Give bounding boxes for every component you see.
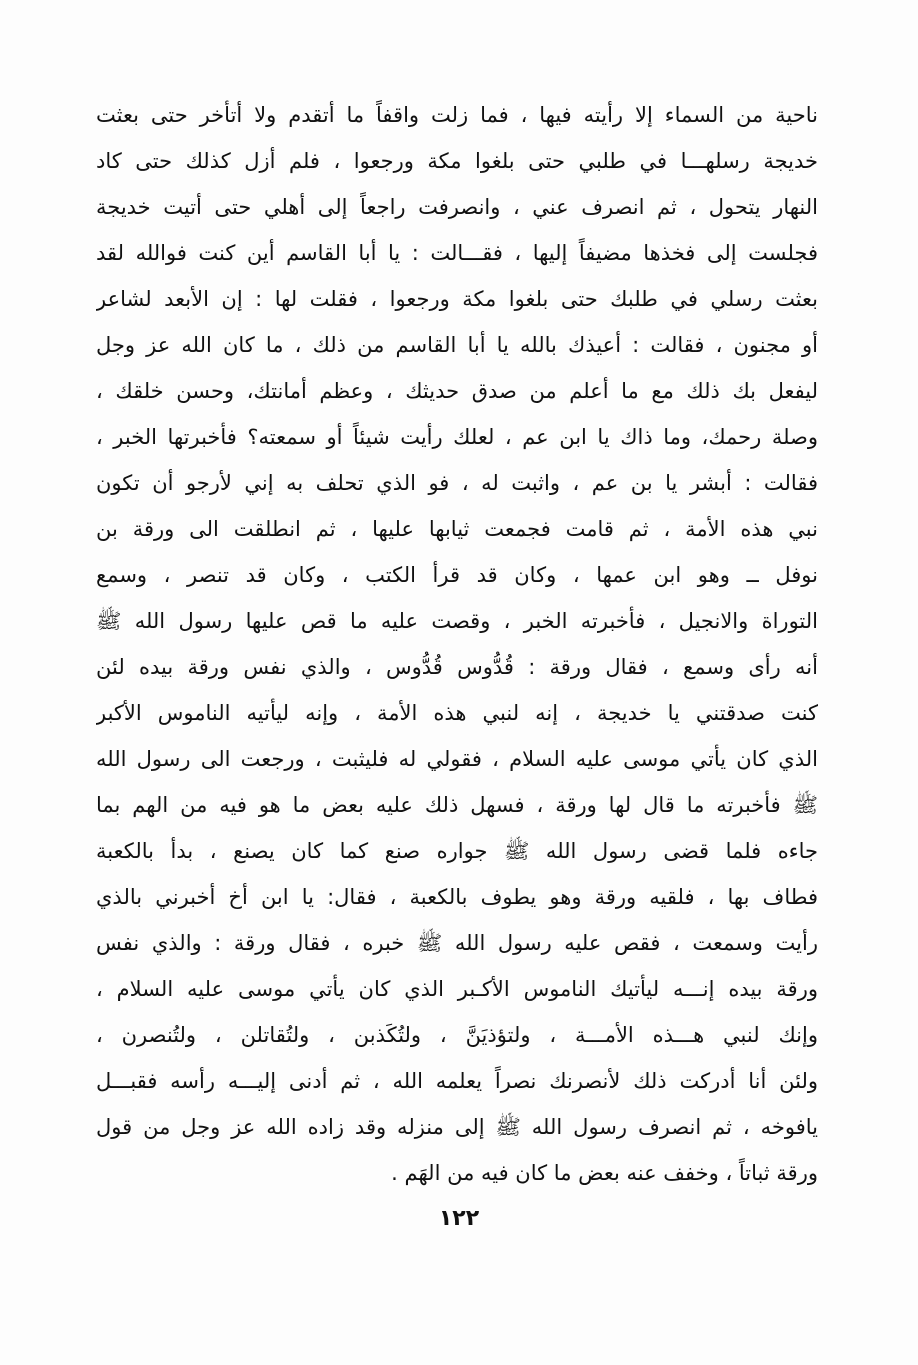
text-line: جاءه فلما قضى رسول الله ﷺ جواره صنع كما كان يصنع ، بدأ بالكعبة (96, 839, 818, 863)
text-line: ليفعل بك ذلك مع ما أعلم من صدق حديثك ، وعظم أمانتك، وحسن خلقك ، (96, 379, 818, 403)
text-line: الذي كان يأتي موسى عليه السلام ، فقولي له فليثبت ، ورجعت الى رسول الله (96, 747, 818, 771)
text-line: فقالت : أبشر يا بن عم ، واثبت له ، فو الذي تحلف به إني لأرجو أن تكون (96, 471, 818, 495)
text-line-last: ورقة ثباتاً ، وخفف عنه بعض ما كان فيه من الهَم . (391, 1161, 818, 1185)
text-line: أنه رأى وسمع ، فقال ورقة : قُدُّوس قُدُّوس ، والذي نفس ورقة بيده لئن (96, 655, 818, 679)
text-line: نبي هذه الأمة ، ثم قامت فجمعت ثيابها عليها ، ثم انطلقت الى ورقة بن (96, 517, 818, 541)
page-number: ١٢٢ (438, 1206, 480, 1231)
text-line: ناحية من السماء إلا رأيته فيها ، فما زلت واقفاً ما أتقدم ولا أتأخر حتى بعثت (96, 103, 818, 127)
text-line: نوفل ــ وهو ابن عمها ، وكان قد قرأ الكتب ، وكان قد تنصر ، وسمع (96, 563, 818, 587)
text-line: بعثت رسلي في طلبك حتى بلغوا مكة ورجعوا ، فقلت لها : إن الأبعد لشاعر (96, 287, 818, 311)
text-line: فطاف بها ، فلقيه ورقة وهو يطوف بالكعبة ، فقال: يا ابن أخ أخبرني بالذي (96, 885, 818, 909)
text-line: رأيت وسمعت ، فقص عليه رسول الله ﷺ خبره ، فقال ورقة : والذي نفس (96, 931, 818, 955)
text-line: ولئن أنا أدركت ذلك لأنصرنك نصراً يعلمه الله ، ثم أدنى إليـــه رأسه فقبـــل (96, 1069, 818, 1093)
text-line: كنت صدقتني يا خديجة ، إنه لنبي هذه الأمة ، وإنه ليأتيه الناموس الأكبر (96, 701, 818, 725)
body-text (96, 92, 818, 1196)
text-line: ﷺ فأخبرته ما قال لها ورقة ، فسهل ذلك عليه بعض ما هو فيه من الهم بما (96, 793, 818, 817)
text-line: فجلست إلى فخذها مضيفاً إليها ، فقـــالت : يا أبا القاسم أين كنت فوالله لقد (96, 241, 818, 265)
text-line: وإنك لنبي هـــذه الأمـــة ، ولتؤذيَنَّ ، ولتُكَذبن ، ولتُقاتلن ، ولتُنصرن ، (96, 1023, 818, 1047)
text-line: النهار يتحول ، ثم انصرف عني ، وانصرفت راجعاً إلى أهلي حتى أتيت خديجة (96, 195, 818, 219)
text-line: يافوخه ، ثم انصرف رسول الله ﷺ إلى منزله وقد زاده الله عز وجل من قول (96, 1115, 818, 1139)
text-line: خديجة رسلهـــا في طلبي حتى بلغوا مكة ورجعوا ، فلم أزل كذلك حتى كاد (96, 149, 818, 173)
text-line: التوراة والانجيل ، فأخبرته الخبر ، وقصت عليه ما قص عليها رسول الله ﷺ (96, 609, 818, 633)
text-line: وصلة رحمك، وما ذاك يا ابن عم ، لعلك رأيت شيئاً أو سمعته؟ فأخبرتها الخبر ، (96, 425, 818, 449)
text-line: ورقة بيده إنـــه ليأتيك الناموس الأكـبر الذي كان يأتي موسى عليه السلام ، (96, 977, 818, 1001)
text-line: أو مجنون ، فقالت : أعيذك بالله يا أبا القاسم من ذلك ، ما كان الله عز وجل (96, 333, 818, 357)
